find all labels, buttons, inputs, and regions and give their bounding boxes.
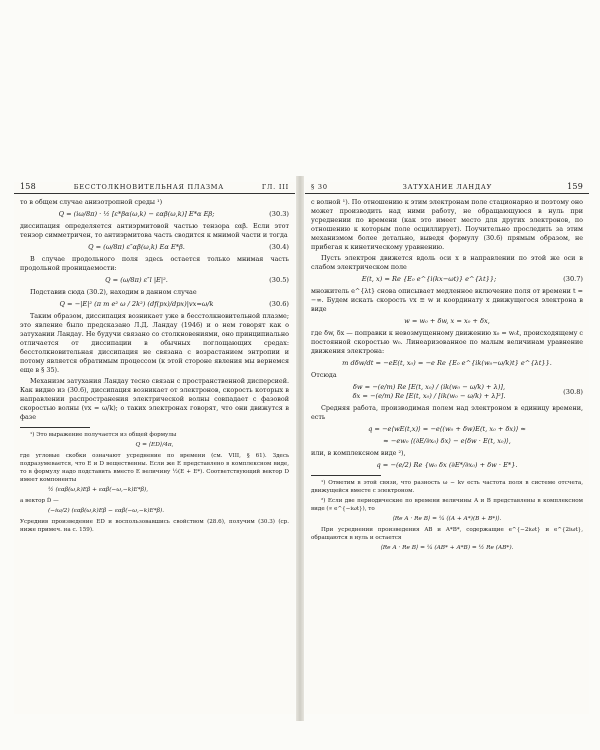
equation-work-1: [311, 425, 583, 434]
left-page-number: 158: [20, 182, 36, 191]
right-page-number: 159: [567, 182, 583, 191]
footnote-1-d-components: ½ (εαβ(ω,k)Eβ + εαβ(−ω,−k)E*β),: [48, 487, 149, 493]
left-intro: то в общем случае анизотропной среды ¹): [20, 198, 163, 206]
equation-of-motion: [311, 359, 583, 368]
equation-30-5-formula: Q = (ω/8π) ε″l |E|².: [105, 276, 168, 284]
equation-of-motion-formula: m dδw/dt = −eE(t, x₀) = −e Re {E₀ e^{ik(w₀−ω/k)t} e^{λt}}.: [342, 359, 552, 367]
paragraph-dissipation: диссипация определяется антиэрмитовой частью тензора εαβ. Если этот тензор симметричен, то антиэрмитова часть сводится к мнимой части и тогда: [20, 222, 289, 239]
equation-30-4-number: (30.4): [269, 243, 289, 251]
equation-work-3: [311, 461, 583, 470]
equation-30-7-formula: E(t, x) = Re {E₀ e^{i(kx−ωt)} e^{λt}};: [361, 275, 497, 283]
equation-work-3-formula: q = −(e/2) Re {w₀ δx (∂E*/∂x₀) + δw · E*}.: [376, 461, 518, 469]
paragraph-complex-form: или, в комплексном виде ²),: [311, 449, 406, 457]
footnote-1: ¹) Отметим в этой связи, что разность ω − kv есть частота поля в системе отсчета, движущейся вместе с электроном.: [311, 480, 583, 494]
paragraph-hence: Отсюда: [311, 371, 337, 379]
right-page-body: [305, 194, 589, 553]
footnote-1-text: где угловые скобки означают усреднение по времени (см. VIII, § 61). Здесь подразумевается, что E и D вещественны. Если же E представлено в комплексном виде, то в формулу надо подставить вместо E величину ½(E + E*). Соответствующий вектор D имеет компоненты: [20, 453, 289, 483]
paragraph-average-work: Средняя работа, производимая полем над электроном в единицу времени, есть: [311, 404, 583, 421]
paragraph-substituting: Подставив сюда (30.2), находим в данном случае: [30, 288, 197, 296]
paragraph-landau-damping: Таким образом, диссипация возникает уже в бесстолкновительной плазме; это явление было предсказано Л.Д. Ландау (1946) и о нем говорят как о затухании Ландау. Не будучи связано со столкновениями, оно принципиально отличается от диссипации в обычных поглощающих средах: бесстолкновительная диссипация не связана с возрастанием энтропии и потому является обратимым процессом (к этой стороне явления мы вернемся еще в § 35).: [20, 312, 289, 374]
paragraph-longitudinal: В случае продольного поля здесь остается только мнимая часть продольной проницаемости:: [20, 255, 289, 272]
footnote-2: ²) Если две периодические по времени величины A и B представлены в комплексном виде (∝ e^{−iωt}), то: [311, 498, 583, 512]
left-chapter-label: ГЛ. III: [261, 183, 289, 191]
equation-30-6-formula: Q = −|E|² (π m e² ω / 2k²) (df(px)/dpx)|vx=ω/k: [59, 300, 214, 308]
equation-velocity-coordinate: [311, 317, 583, 326]
equation-30-6-number: (30.6): [269, 300, 289, 308]
footnote-rule: [20, 427, 90, 428]
footnote-1-equation: Q = ⟨ED⟩/4π,: [135, 442, 174, 448]
footnote-rule: [311, 475, 381, 476]
equation-30-6: [20, 300, 289, 309]
footnote-1-vector-d-dot: а вектор Ḋ —: [20, 498, 59, 504]
footnote-1-end: Усреднив произведение ED и воспользовавшись свойством (28.6), получим (30.3) (ср. ниже примеч. на с. 159).: [20, 519, 289, 533]
left-page: [14, 182, 295, 714]
equation-30-5: [20, 276, 289, 285]
footnote-2-equation-1: ⟨Re A · Re B⟩ = ¼ ⟨(A + A*)(B + B*)⟩.: [392, 516, 502, 522]
equation-work-2: [311, 437, 583, 446]
left-page-header: [14, 182, 295, 194]
left-page-body: [14, 194, 295, 534]
equation-30-8-dw: δw = −(e/m) Re [E(t, x₀) / (ik(w₀ − ω/k) + λ)],: [352, 383, 506, 391]
equation-30-3-formula: Q = (iω/8π) · ½ [ε*βα(ω,k) − εαβ(ω,k)] E*α Eβ;: [58, 210, 215, 218]
footnote-1: ¹) Это выражение получается из общей формулы: [30, 432, 177, 438]
paragraph-landau-mechanism: Механизм затухания Ландау тесно связан с пространственной дисперсией. Как видно из (30.6), диссипация возникает от электронов, скорость которых в направлении распространения электрической волны совпадает с фазовой скоростью волны (vx = ω/k); о таких электронах говорят, что они движутся в фазе: [20, 377, 289, 421]
equation-30-3: [20, 210, 289, 219]
right-page: [305, 182, 589, 714]
equation-30-8-number: (30.8): [563, 387, 583, 396]
right-page-header: [305, 182, 589, 194]
equation-30-3-number: (30.3): [269, 210, 289, 218]
footnote-1-d-dot-components: (−iω/2) (εαβ(ω,k)Eβ − εαβ(−ω,−k)E*β).: [48, 508, 165, 514]
equation-30-5-number: (30.5): [269, 276, 289, 284]
book-gutter: [296, 176, 304, 721]
paragraph-corrections: где δw, δx — поправки к невозмущенному движению x₀ = w₀t, происходящему с постоянной скоростью w₀. Линеаризованное по малым величинам уравнение движения электрона:: [311, 329, 583, 355]
equation-30-7: [311, 275, 583, 284]
equation-30-8-dx: δx = −(e/m) Re [E(t, x₀) / [ik(w₀ − ω/k) + λ]²].: [352, 392, 506, 400]
paragraph-factor: множитель e^{λt} снова описывает медленное включение поля от времени t = −∞. Будем искать скорость vx ≡ w и координату x движущегося электрона в виде: [311, 287, 583, 313]
left-running-title: БЕССТОЛКНОВИТЕЛЬНАЯ ПЛАЗМА: [73, 183, 224, 191]
equation-30-7-number: (30.7): [563, 275, 583, 283]
equation-work-2-formula: ≈ −ew₀ ⟨(∂E/∂x₀) δx⟩ − e⟨δw · E(t, x₀)⟩,: [383, 437, 511, 445]
equation-30-4-formula: Q = (ω/8π) ε″αβ(ω,k) Eα E*β.: [88, 243, 185, 251]
equation-30-8: [311, 383, 583, 401]
footnote-2-equation-2: ⟨Re A · Re B⟩ = ¼ (AB* + A*B) = ½ Re (AB*).: [380, 545, 514, 551]
equation-work-1-formula: q = −e⟨wE(t,x)⟩ = −e⟨(w₀ + δw)E(t, x₀ + δx)⟩ ≈: [368, 425, 526, 433]
footnote-2-text: При усреднении произведения AB и A*B*, содержащие e^{−2iωt} и e^{2iωt}, обращаются в нуль и остается: [311, 527, 583, 541]
paragraph-with-wave: с волной ¹). По отношению к этим электронам поле стационарно и поэтому оно может производить над ними работу, не обращающуюся в нуль при усреднении по времени (как это имеет место для других электронов, по отношению к которым поле осциллирует). Поучительно проследить за этим механизмом более детально, выведя формулу (30.6) прямым образом, не прибегая к кинетическому уравнению.: [311, 198, 583, 251]
right-section-label: § 30: [311, 183, 328, 191]
paragraph-electron-motion: Пусть электрон движется вдоль оси x в направлении по этой же оси в слабом электрическом поле: [311, 254, 583, 271]
equation-30-8-lines: [311, 383, 547, 401]
right-running-title: ЗАТУХАНИЕ ЛАНДАУ: [402, 183, 493, 191]
equation-velocity-coordinate-formula: w = w₀ + δw, x = x₀ + δx,: [404, 317, 490, 325]
equation-30-4: [20, 243, 289, 252]
